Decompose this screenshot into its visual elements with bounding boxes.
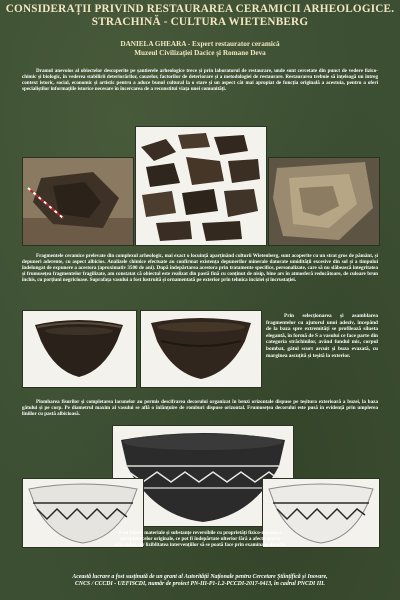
photo-fragment-detail xyxy=(268,157,380,246)
bowl-right-illustration xyxy=(141,311,261,387)
photo-bowl-assembled-left xyxy=(22,310,137,388)
fragments-illustration xyxy=(136,127,266,245)
fragments-paragraph: Fragmentele ceramice prelevate din complexul arheologic, mai exact o locuință aparținând culturii Wietenberg, sunt acoperite cu un strat gros de pământ, și depuneri aderente, cu aspect albicios. Analizele chimice efectuate au confirmat existența depunerilor minerale datorate umidității excesive din sol și a timpului îndelungat de expunere a acestora (aproximativ 3500 de ani). După îndepărtarea acestora prin tratamente specifice, personalizate, care să nu slăbească integritatea și frumusețea fragmentelor fragilizate, am constatat că obiectul este realizat din pastă fină cu conținut de nisip, bine ars în atmosferă reducătoare, de culoare brun închis, cu porțiuni negricioase. Suprafața vasului a fost lustruită și ornamentată pe exterior prin tehnica inciziei și incrustației. xyxy=(22,253,378,284)
assembly-paragraph: Prin selecționarea și asamblarea fragmentelor cu ajutorul unui adeziv, începând de la baza spre extremități se profilează silueta elegantă, în formă de S a vasului ce face parte din categoria străchinilor, având fundul mic, corpul bombat, gâtul scurt arcuit și buza evazată, cu marginea ascuțită și teșită la exterior. xyxy=(266,313,378,359)
acknowledgement xyxy=(10,574,390,588)
photo-excavation-fragments xyxy=(22,157,134,246)
photo-bowl-assembled-right xyxy=(140,310,262,388)
filling-paragraph: Plombarea fisurilor și completarea lacunelor au permis descifrarea decorului organizat în benzi orizontale dispuse pe teșitura exterioară a buzei, la baza gâtului și pe corp. Pe diametrul maxim al vasului se află o înlănțuire de romburi dispuse orizontal. Frumusețea decorului este pusă în evidență prin umplerea liniilor cu pastă albicioasă. xyxy=(22,399,378,418)
fragment-detail-illustration xyxy=(269,158,379,245)
excavation-illustration xyxy=(23,158,133,245)
author-block xyxy=(0,40,400,58)
poster-title xyxy=(0,3,400,29)
bowl-left-illustration xyxy=(23,311,136,387)
title-line-1: CONSIDERAȚII PRIVIND RESTAURAREA CERAMICII ARHEOLOGICE. xyxy=(5,3,395,15)
acknowledgement-line-2: CNCS / CCCDI - UEFISCDI, număr de proiect PN-III-P1-1.2-PCCDI-2017-0413, în cadrul PNCDI III. xyxy=(75,581,325,588)
intro-paragraph: Dramul anevoios al obiectelor descoperite pe șantierele arheologice trece și prin laboratorul de restaurare, unde sunt cercetate din punct de vedere fizico-chimic și biologic, în vederea stabilirii deteriorărilor, cauzelor, factorilor de deteriorare și a metodologiei de restaurare. Restaurarea trebuie să înțeleagă un întreg context istoric, social, economic și artistic pentru a aduce bunul cultural la o stare și un aspect cât mai apropiat de funcția originală a acestuia, pentru a oferi specialiștilor informațiile istorice necesare în încercarea de a reconstitui viața unei comunități. xyxy=(22,68,378,93)
photo-ceramic-fragments xyxy=(135,126,267,246)
title-line-2: STRACHINĂ - CULTURA WIETENBERG xyxy=(91,16,309,28)
materials-paragraph: S-au folosit materiale și substanțe reversibile cu proprietăți fizico-mecanice apropiate celor originale, ce pot fi îndepărtate ulterior fără a afecta starea obiectului, iar liziblitatea intervențiilor să se poată face prin examinare directă. xyxy=(114,530,286,549)
author-name: DANIELA GHEARA - Expert restaurator ceramică xyxy=(120,40,280,48)
acknowledgement-line-1: Această lucrare a fost susținută de un grant al Autorității Naționale pentru Cercetare Științifică și Inovare, xyxy=(72,574,328,580)
author-institution: Muzeul Civilizației Dacice și Romane Deva xyxy=(134,49,266,57)
